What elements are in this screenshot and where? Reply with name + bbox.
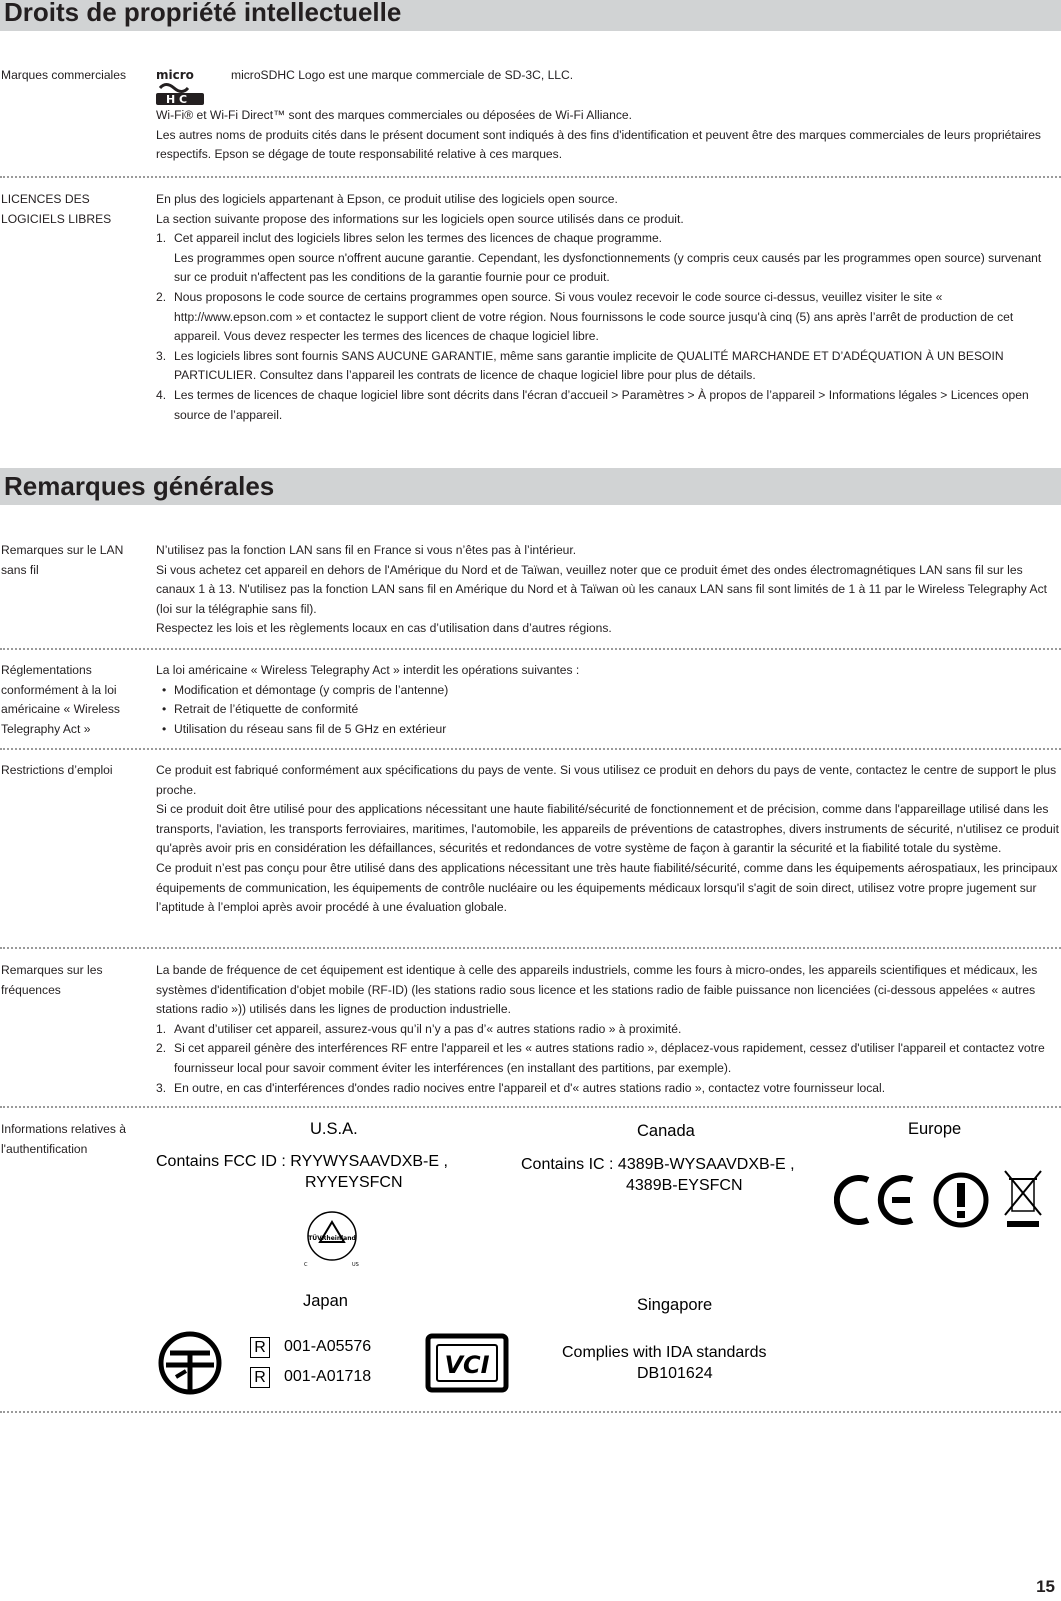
giteki-mark-icon <box>156 1331 224 1395</box>
section-title-general: Remarques générales <box>0 468 1061 505</box>
trademarks-label: Marques commerciales <box>1 68 127 82</box>
restrictions-p1: Ce produit est fabriqué conformément aux spécifications du pays de vente. Si vous utilisez ce produit en dehors du pays de vente, contactez le centre de support le plus proche. <box>156 763 1057 797</box>
ic-line2: 4389B-EYSFCN <box>626 1177 743 1194</box>
vcci-mark-icon <box>425 1333 509 1393</box>
auth-label: Informations relatives à l'authentification <box>1 1122 127 1156</box>
frequencies-p1: La bande de fréquence de cet équipement est identique à celle des appareils industriels, comme les fours à micro-ondes, les appareils scientifiques et médicaux, les systèmes d'identification d'objet mobile (RF-ID) (les stations radio sous licence et les stations radio de faible puissance non licenciées (ci-dessous appelées « autres stations radio »)) utilisés dans les lignes de production industrielle. <box>156 963 1038 1017</box>
list-item: • Retrait de l’étiquette de conformité <box>162 702 359 717</box>
vcci-mark-text: VCI <box>444 1351 490 1379</box>
europe-heading: Europe <box>908 1120 962 1138</box>
divider <box>0 1106 1061 1108</box>
restrictions-p2: Si ce produit doit être utilisé pour des applications nécessitant une haute fiabilité/sécurité de fonctionnement et de précision, comme dans l'appareillage utilisé dans les transports, l'aviation, les transports ferroviaires, maritimes, l'automobile, les appareils de préventions de catastrophes, divers instruments de sécurité, n'utilisez ce produit qu'après avoir pris en considération les défaillances, sécurités et redondances de votre système de façon à garantir la sécurité et la fiabilité totale du système. <box>156 802 1059 856</box>
singapore-line2: DB101624 <box>637 1365 713 1382</box>
ic-line1: Contains IC : 4389B-WYSAAVDXB-E , <box>521 1156 795 1173</box>
r-mark-2: R <box>250 1367 270 1388</box>
licence-item: 2. Nous proposons le code source de certains programmes open source. Si vous voulez recevoir le code source ci-dessus, veuillez visiter le site « http://www.epson.com » et contactez le support client de votre région. Nous fournissons le code source jusqu'à cinq (5) ans après l’arrêt de production de cet appareil. Vous devez respecter les termes des licences de chaque logiciel libre. <box>156 289 1014 344</box>
list-item: • Utilisation du réseau sans fil de 5 GHz en extérieur <box>162 721 447 736</box>
restrictions-label: Restrictions d’emploi <box>1 763 113 777</box>
tuv-mark-text: TÜVRheinland <box>308 1235 356 1242</box>
frequency-item: 3. En outre, en cas d'interférences d'ondes radio nocives entre l'appareil et d'« autres stations radio », contactez votre fournisseur local. <box>156 1080 886 1095</box>
frequency-item: 1. Avant d’utiliser cet appareil, assurez-vous qu’il n’y a pas d’« autres stations radio » à proximité. <box>156 1021 682 1036</box>
restrictions-p3: Ce produit n’est pas conçu pour être utilisé dans des applications nécessitant une très haute fiabilité/sécurité, comme dans les équipements aérospatiaux, les principaux équipements de communication, les équipements de contrôle nucléaire ou les équipements médicaux lorsqu'il s'agit de soin direct, utilisez votre propre jugement sur l’aptitude à l’emploi après avoir procédé à une évaluation globale. <box>156 860 1058 915</box>
divider <box>0 176 1061 178</box>
tuv-mark-c: C <box>304 1262 308 1268</box>
lan-p2: Si vous achetez cet appareil en dehors de l'Amérique du Nord et de Taïwan, veuillez noter que ce produit émet des ondes électromagnétiques LAN sans fil sur les canaux 1 à 13. N'utilisez pas la fonction LAN sans fil en Amérique du Nord et à Taïwan où les canaux LAN sans fil sont limités de 1 à 11 par le Wireless Telegraphy Act (loi sur la télégraphie sans fil). <box>156 562 1048 616</box>
regs-intro: La loi américaine « Wireless Telegraphy Act » interdit les opérations suivantes : <box>156 663 580 677</box>
japan-heading: Japan <box>303 1292 348 1310</box>
frequencies-label: Remarques sur les fréquences <box>1 963 103 997</box>
licences-intro-1: En plus des logiciels appartenant à Epson, ce produit utilise des logiciels open source. <box>156 192 618 206</box>
page-number: 15 <box>1036 1577 1055 1596</box>
licence-item: 3. Les logiciels libres sont fournis SANS AUCUNE GARANTIE, même sans garantie implicite de QUALITÉ MARCHANDE ET D’ADÉQUATION À UN BESOIN PARTICULIER. Consultez dans l’appareil les contrats de licence de chaque logiciel libre pour plus de détails. <box>156 348 1004 383</box>
canada-heading: Canada <box>637 1122 695 1140</box>
list-item: • Modification et démontage (y compris de l’antenne) <box>162 682 449 697</box>
divider <box>0 748 1061 750</box>
alert-mark-icon <box>932 1171 990 1229</box>
usa-heading: U.S.A. <box>310 1120 358 1138</box>
r-mark-1: R <box>250 1337 270 1358</box>
divider <box>0 648 1061 650</box>
svg-text:micro: micro <box>156 68 194 82</box>
fcc-id-line2: RYYEYSFCN <box>305 1174 403 1191</box>
lan-label: Remarques sur le LAN sans fil <box>1 543 124 577</box>
licences-label: LICENCES DES LOGICIELS LIBRES <box>1 192 112 226</box>
microsdhc-logo <box>156 68 206 106</box>
singapore-heading: Singapore <box>637 1296 713 1314</box>
ce-mark-icon <box>834 1172 916 1228</box>
regs-label: Réglementations conformément à la loi américaine « Wireless Telegraphy Act » <box>1 663 120 736</box>
japan-code-2: 001-A01718 <box>284 1368 372 1385</box>
lan-p1: N’utilisez pas la fonction LAN sans fil en France si vous n’êtes pas à l’intérieur. <box>156 543 577 557</box>
section-title-ip: Droits de propriété intellectuelle <box>0 0 1061 31</box>
licence-item: 1. Cet appareil inclut des logiciels libres selon les termes des licences de chaque programme. Les programmes open source n'offrent aucune garantie. Cependant, les dysfonctionnements (y compris ceux causés par les programmes open source) survenant sur ce produit n'affectent pas les conditions de la garantie fournie pour ce produit. <box>156 231 1042 285</box>
licences-intro-2: La section suivante propose des informations sur les logiciels open source utilisés dans ce produit. <box>156 211 684 226</box>
weee-bin-icon <box>1003 1169 1043 1231</box>
singapore-line1: Complies with IDA standards <box>562 1344 767 1361</box>
licence-item: 4. Les termes de licences de chaque logiciel libre sont décrits dans l'écran d’accueil > Paramètres > À propos de l’appareil > Informations légales > Licences open source de l’appareil. <box>156 387 1029 422</box>
wifi-text: Wi-Fi® et Wi-Fi Direct™ sont des marques commerciales ou déposées de Wi-Fi Alliance. <box>156 108 633 122</box>
japan-code-1: 001-A05576 <box>284 1338 372 1355</box>
divider <box>0 947 1061 949</box>
lan-p3: Respectez les lois et les règlements locaux en cas d’utilisation dans d’autres régions. <box>156 621 612 636</box>
fcc-id-line1: Contains FCC ID : RYYWYSAAVDXB-E , <box>156 1153 448 1170</box>
tuv-mark-icon <box>302 1208 370 1268</box>
other-trademarks-text: Les autres noms de produits cités dans le présent document sont indiqués à des fins d'identification et peuvent être des marques commerciales de leurs propriétaires respectifs. Epson se dégage de toute responsabilité relative à ces marques. <box>156 127 1041 162</box>
svg-text:H C: H C <box>166 93 188 106</box>
divider <box>0 1411 1061 1413</box>
microsdhc-text: microSDHC Logo est une marque commerciale de SD-3C, LLC. <box>231 68 574 82</box>
tuv-mark-us: US <box>352 1262 359 1268</box>
frequency-item: 2. Si cet appareil génère des interférences RF entre l'appareil et les « autres stations radio », déplacez-vous rapidement, cessez d'utiliser l'appareil et contactez votre fournisseur local pour savoir comment éviter les interférences (en installant des partitions, par exemple). <box>156 1041 1045 1075</box>
